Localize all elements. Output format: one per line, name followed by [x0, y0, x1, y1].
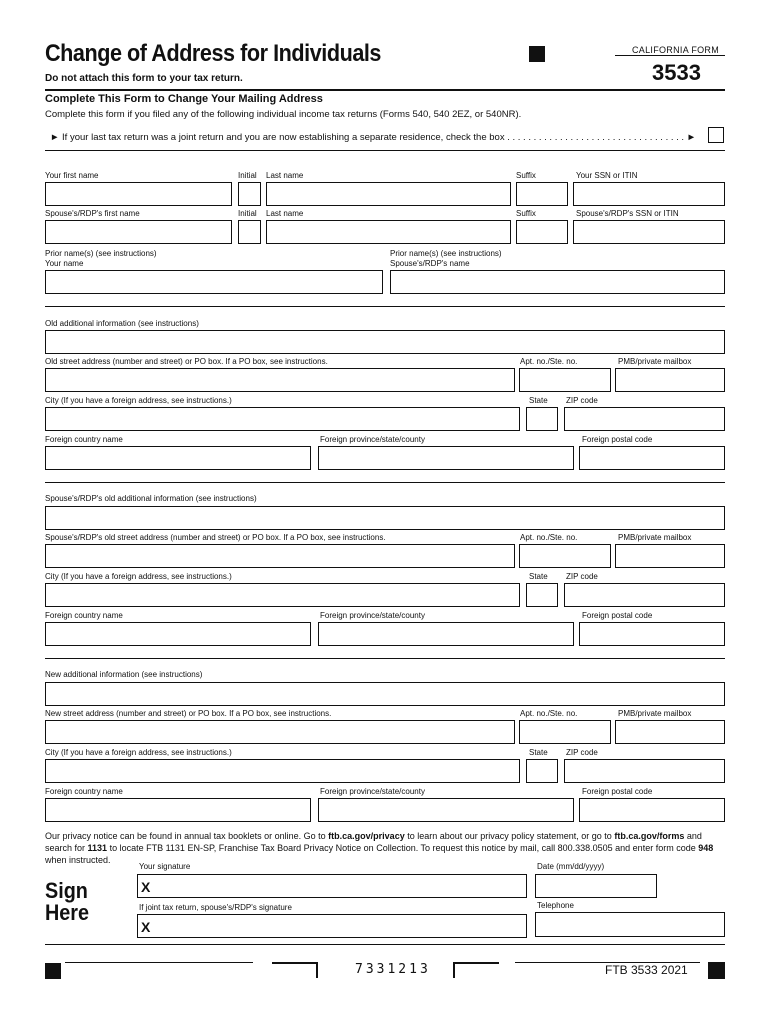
header-rule	[45, 89, 725, 91]
prior-your-label-2: Your name	[45, 259, 84, 268]
new-pmb-field[interactable]	[615, 720, 725, 744]
form-footer-id: FTB 3533 2021	[605, 963, 688, 977]
new-street-label: New street address (number and street) or PO box. If a PO box, see instructions.	[45, 709, 332, 718]
date-field[interactable]	[535, 874, 657, 898]
privacy-code-948: 948	[698, 843, 714, 853]
old-pmb-label: PMB/private mailbox	[618, 357, 692, 366]
spouse-ssn-label: Spouse's/RDP's SSN or ITIN	[576, 209, 679, 218]
sign-here-heading	[45, 880, 89, 924]
old-city-label: City (If you have a foreign address, see instructions.)	[45, 396, 232, 405]
new-additional-label: New additional information (see instructions)	[45, 670, 203, 679]
form-title: Change of Address for Individuals	[45, 40, 381, 67]
old-additional-field[interactable]	[45, 330, 725, 354]
joint-return-text: ► If your last tax return was a joint return and you are now establishing a separate residence, check the box . . . . . . . . . . . . . . . . . . . . . . . . . . . . . . . . . . ►	[50, 132, 697, 143]
privacy-code-1131: 1131	[87, 843, 108, 853]
old-city-field[interactable]	[45, 407, 520, 431]
spouse-old-city-label: City (If you have a foreign address, see instructions.)	[45, 572, 232, 581]
spouse-old-pmb-label: PMB/private mailbox	[618, 533, 692, 542]
new-country-label: Foreign country name	[45, 787, 123, 796]
new-pmb-label: PMB/private mailbox	[618, 709, 692, 718]
new-additional-field[interactable]	[45, 682, 725, 706]
spouse-initial-field[interactable]	[238, 220, 261, 244]
old-postal-field[interactable]	[579, 446, 725, 470]
spouse-old-street-field[interactable]	[45, 544, 515, 568]
first-name-field[interactable]	[45, 182, 232, 206]
old-zip-field[interactable]	[564, 407, 725, 431]
form-subtitle: Do not attach this form to your tax return.	[45, 73, 243, 84]
prior-spouse-label-2: Spouse's/RDP's name	[390, 259, 470, 268]
signature-bottom-rule	[45, 944, 725, 945]
spouse-suffix-field[interactable]	[516, 220, 568, 244]
old-country-label: Foreign country name	[45, 435, 123, 444]
new-apt-field[interactable]	[519, 720, 611, 744]
spouse-old-state-field[interactable]	[526, 583, 558, 607]
old-street-field[interactable]	[45, 368, 515, 392]
privacy-notice	[45, 830, 730, 866]
old-province-label: Foreign province/state/county	[320, 435, 425, 444]
form-label-rule	[615, 55, 725, 56]
new-street-field[interactable]	[45, 720, 515, 744]
new-province-label: Foreign province/state/county	[320, 787, 425, 796]
spouse-old-pmb-field[interactable]	[615, 544, 725, 568]
first-name-label: Your first name	[45, 171, 99, 180]
spouse-signature-label: If joint tax return, spouse's/RDP's signature	[139, 903, 292, 912]
spouse-last-name-label: Last name	[266, 209, 304, 218]
spouse-old-postal-label: Foreign postal code	[582, 611, 653, 620]
new-state-field[interactable]	[526, 759, 558, 783]
your-signature-field[interactable]	[137, 874, 527, 898]
footer-rule-left	[65, 962, 253, 963]
spouse-initial-label: Initial	[238, 209, 257, 218]
your-signature-x: X	[141, 879, 151, 895]
new-city-field[interactable]	[45, 759, 520, 783]
new-country-field[interactable]	[45, 798, 311, 822]
spouse-old-apt-label: Apt. no./Ste. no.	[520, 533, 578, 542]
date-label: Date (mm/dd/yyyy)	[537, 862, 605, 871]
spouse-suffix-label: Suffix	[516, 209, 536, 218]
spouse-last-name-field[interactable]	[266, 220, 511, 244]
spouse-old-postal-field[interactable]	[579, 622, 725, 646]
corner-marker-bottom-right	[708, 962, 725, 979]
spouse-old-state-label: State	[529, 572, 548, 581]
names-rule	[45, 306, 725, 307]
old-postal-label: Foreign postal code	[582, 435, 653, 444]
sign-word: Sign	[45, 878, 88, 903]
old-pmb-field[interactable]	[615, 368, 725, 392]
spouse-old-province-field[interactable]	[318, 622, 574, 646]
spouse-old-rule	[45, 658, 725, 659]
spouse-old-apt-field[interactable]	[519, 544, 611, 568]
old-rule	[45, 482, 725, 483]
old-additional-label: Old additional information (see instructions)	[45, 319, 199, 328]
privacy-text-2: to learn about our privacy policy statement, or go to	[404, 831, 615, 841]
spouse-first-name-label: Spouse's/RDP's first name	[45, 209, 140, 218]
prior-your-name-field[interactable]	[45, 270, 383, 294]
old-state-field[interactable]	[526, 407, 558, 431]
new-postal-label: Foreign postal code	[582, 787, 653, 796]
old-province-field[interactable]	[318, 446, 574, 470]
privacy-text-1: Our privacy notice can be found in annual tax booklets or online. Go to	[45, 831, 329, 841]
your-signature-label: Your signature	[139, 862, 191, 871]
new-state-label: State	[529, 748, 548, 757]
corner-marker-bottom-left	[45, 963, 61, 979]
initial-label: Initial	[238, 171, 257, 180]
joint-return-checkbox[interactable]	[708, 127, 724, 143]
corner-marker-top	[529, 46, 545, 62]
privacy-text-3: and search for	[45, 831, 702, 853]
spouse-ssn-field[interactable]	[573, 220, 725, 244]
footer-bracket-right	[453, 962, 499, 978]
old-zip-label: ZIP code	[566, 396, 598, 405]
spouse-old-zip-label: ZIP code	[566, 572, 598, 581]
spouse-signature-field[interactable]	[137, 914, 527, 938]
last-name-label: Last name	[266, 171, 304, 180]
new-apt-label: Apt. no./Ste. no.	[520, 709, 578, 718]
privacy-link[interactable]: ftb.ca.gov/privacy	[328, 831, 405, 841]
new-zip-field[interactable]	[564, 759, 725, 783]
new-postal-field[interactable]	[579, 798, 725, 822]
initial-field[interactable]	[238, 182, 261, 206]
old-street-label: Old street address (number and street) or PO box. If a PO box, see instructions.	[45, 357, 328, 366]
form-barcode-number: 7331213	[355, 962, 431, 977]
footer-bracket-left	[272, 962, 318, 978]
old-state-label: State	[529, 396, 548, 405]
here-word: Here	[45, 900, 90, 925]
old-apt-label: Apt. no./Ste. no.	[520, 357, 578, 366]
ssn-label: Your SSN or ITIN	[576, 171, 638, 180]
california-form-label: CALIFORNIA FORM	[632, 45, 720, 55]
form-number: 3533	[652, 60, 701, 85]
new-province-field[interactable]	[318, 798, 574, 822]
spouse-old-additional-field[interactable]	[45, 506, 725, 530]
spouse-old-street-label: Spouse's/RDP's old street address (number and street) or PO box. If a PO box, see instructions.	[45, 533, 386, 542]
old-apt-field[interactable]	[519, 368, 611, 392]
spouse-old-zip-field[interactable]	[564, 583, 725, 607]
forms-link[interactable]: ftb.ca.gov/forms	[614, 831, 685, 841]
suffix-label: Suffix	[516, 171, 536, 180]
spouse-old-country-field[interactable]	[45, 622, 311, 646]
spouse-old-additional-label: Spouse's/RDP's old additional information (see instructions)	[45, 494, 257, 503]
spouse-old-country-label: Foreign country name	[45, 611, 123, 620]
new-zip-label: ZIP code	[566, 748, 598, 757]
new-city-label: City (If you have a foreign address, see instructions.)	[45, 748, 232, 757]
last-name-field[interactable]	[266, 182, 511, 206]
section-rule	[45, 150, 725, 151]
telephone-field[interactable]	[535, 912, 725, 937]
suffix-field[interactable]	[516, 182, 568, 206]
ssn-field[interactable]	[573, 182, 725, 206]
prior-spouse-name-field[interactable]	[390, 270, 725, 294]
prior-spouse-label-1: Prior name(s) (see instructions)	[390, 249, 502, 258]
spouse-old-city-field[interactable]	[45, 583, 520, 607]
telephone-label: Telephone	[537, 901, 574, 910]
spouse-first-name-field[interactable]	[45, 220, 232, 244]
prior-your-label-1: Prior name(s) (see instructions)	[45, 249, 157, 258]
intro-text: Complete this form if you filed any of the following individual income tax returns (Forms 540, 540 2EZ, or 540NR).	[45, 109, 522, 120]
spouse-signature-x: X	[141, 919, 151, 935]
privacy-text-4: to locate FTB 1131 EN-SP, Franchise Tax Board Privacy Notice on Collection. To request this notice by mail, call 800.338.0505 and enter form code	[107, 843, 699, 853]
privacy-text-5: when instructed.	[45, 855, 111, 865]
spouse-old-province-label: Foreign province/state/county	[320, 611, 425, 620]
old-country-field[interactable]	[45, 446, 311, 470]
section-heading: Complete This Form to Change Your Mailing Address	[45, 93, 323, 105]
